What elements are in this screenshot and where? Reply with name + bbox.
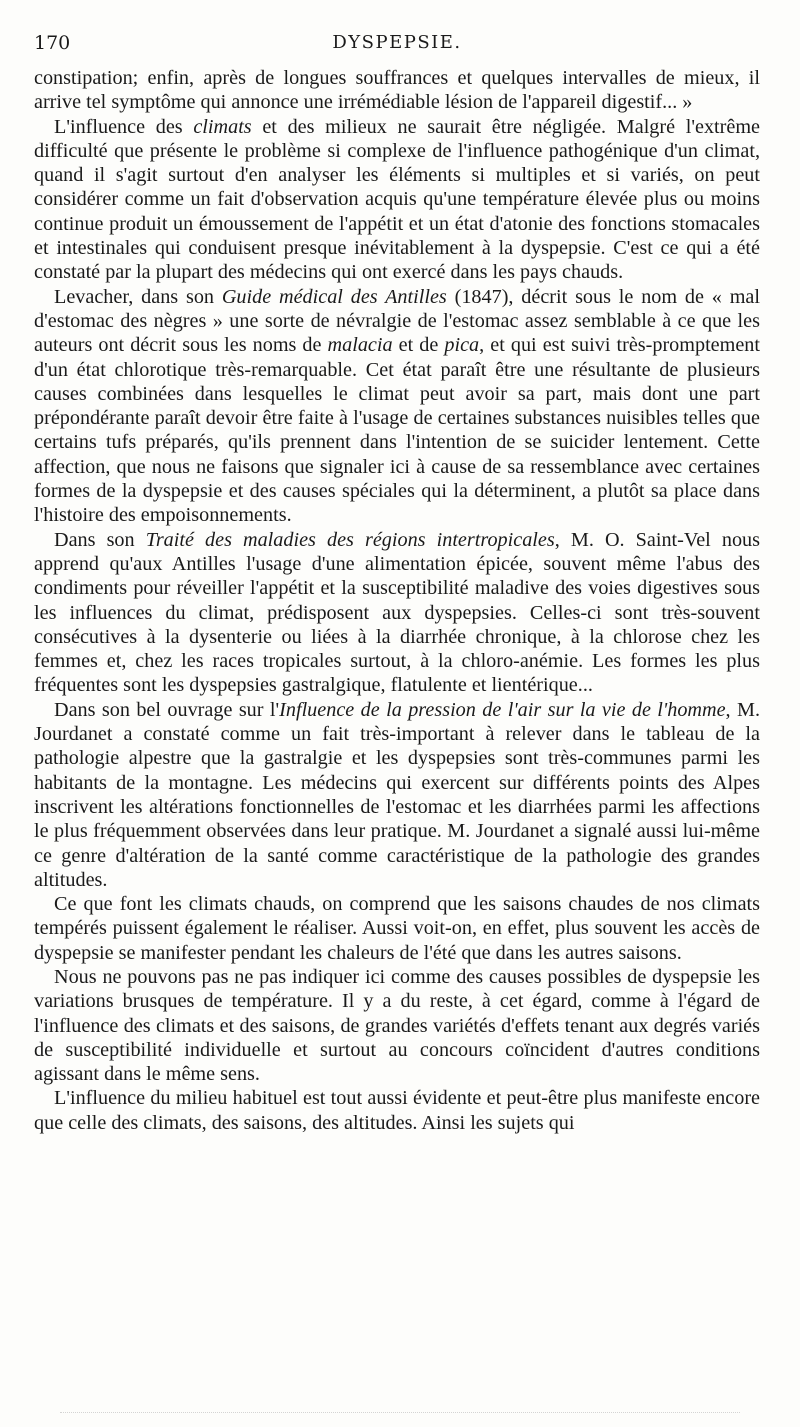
page-header	[34, 22, 760, 62]
paragraph	[34, 892, 760, 965]
italic-title-text: Influence de la pression de l'air sur la vie de l'homme	[279, 698, 726, 721]
paragraph	[34, 698, 760, 892]
page-bottom-marks	[60, 1408, 740, 1413]
paragraph-text: (1847), décrit sous le nom de « mal d'estomac des nègres » une sorte de névralgie de l'estomac assez semblable à ce que les auteurs ont décrit sous les noms de	[34, 285, 760, 357]
paragraph-text: Dans son	[54, 528, 146, 551]
italic-title-text: Traité des maladies des régions intertropicales	[145, 528, 555, 551]
paragraph-text: et de	[392, 334, 445, 357]
italic-title-text: climats	[193, 115, 252, 138]
paragraph	[34, 66, 760, 115]
italic-title-text: pica	[444, 334, 480, 357]
paragraph-text: L'influence du milieu habituel est tout aussi évidente et peut-être plus manifeste encore que celle des climats, des saisons, des altitudes. Ainsi les sujets qui	[34, 1087, 760, 1134]
italic-title-text: Guide médical des Antilles	[221, 285, 447, 308]
paragraph	[34, 1086, 760, 1135]
paragraph-text: Nous ne pouvons pas ne pas indiquer ici comme des causes possibles de dyspepsie les variations brusques de température. Il y a du reste, à cet égard, comme à l'égard de l'influence des climats et des saisons, de grandes variétés d'effets tenant aux degrés variés de susceptibilité individuelle et surtout au concours coïncident d'autres conditions agissant dans le même sens.	[34, 965, 760, 1086]
paragraph-text: , M. O. Saint-Vel nous apprend qu'aux Antilles l'usage d'une alimentation épicée, souvent même l'abus des condiments pour réveiller l'appétit et la susceptibilité maladive des voies digestives sous les influences du climat, prédisposent aux dyspepsies. Celles-ci sont très-souvent consécutives à la dysenterie ou liées à la diarrhée chronique, à la chlorose chez les femmes et, chez les races tropicales surtout, à la chloro-anémie. Les formes les plus fréquentes sont les dyspepsies gastralgique, flatulente et lientérique...	[34, 528, 761, 697]
paragraph-text: L'influence des	[54, 115, 194, 138]
paragraph-text: constipation; enfin, après de longues souffrances et quelques intervalles de mieux, il arrive tel symptôme qui annonce une irrémédiable lésion de l'appareil digestif... »	[34, 67, 760, 114]
paragraph-text: Levacher, dans son	[54, 285, 222, 308]
body-text	[34, 66, 760, 1135]
page-number: 170	[34, 32, 71, 54]
paragraph	[34, 285, 760, 528]
paragraph	[34, 965, 760, 1086]
paragraph-text: et des milieux ne saurait être négligée. Malgré l'extrême difficulté que présente le problème si complexe de l'influence pathogénique d'un climat, quand il s'agit surtout d'en analyser les éléments si multiples et si variés, on peut considérer comme un fait d'observation acquis qu'une température élevée plus ou moins continue produit un émoussement de l'appétit et un état d'atonie des fonctions stomacales et intestinales qui conduisent presque inévitablement à la dyspepsie. C'est ce qui a été constaté par la plupart des médecins qui ont exercé dans les pays chauds.	[34, 115, 761, 284]
running-title: DYSPEPSIE.	[332, 32, 462, 53]
paragraph-text: , et qui est suivi très-promptement d'un état chlorotique très-remarquable. Cet état paraît être une résultante de plusieurs causes combinées dans lesquelles le climat peut avoir sa part, mais dont une part prépondérante paraît devoir être faite à l'usage de certaines substances nuisibles telles que certains tufs préparés, qu'ils prennent dans l'intention de se suicider lentement. Cette affection, que nous ne faisons que signaler ici à cause de sa ressemblance avec certaines formes de la dyspepsie et des causes spéciales qui la déterminent, a plutôt sa place dans l'histoire des empoisonnements.	[34, 334, 761, 527]
paragraph	[34, 528, 760, 698]
paragraph-text: Dans son bel ouvrage sur l'	[54, 698, 280, 721]
italic-title-text: malacia	[327, 334, 393, 357]
paragraph-text: , M. Jourdanet a constaté comme un fait très-important à relever dans le tableau de la pathologie alpestre que la gastralgie et les dyspepsies sont très-communes parmi les habitants de la montagne. Les médecins qui exercent sur différents points des Alpes inscrivent les altérations fonctionnelles de l'estomac et les diarrhées parmi les affections le plus fréquemment observées dans leur pratique. M. Jourdanet a signalé aussi lui-même ce genre d'altération de la santé comme caractéristique de la pathologie des grandes altitudes.	[34, 698, 760, 891]
paragraph	[34, 115, 760, 285]
paragraph-text: Ce que font les climats chauds, on comprend que les saisons chaudes de nos climats tempérés puissent également le réaliser. Aussi voit-on, en effet, plus souvent les accès de dyspepsie se manifester pendant les chaleurs de l'été que dans les autres saisons.	[34, 893, 760, 964]
